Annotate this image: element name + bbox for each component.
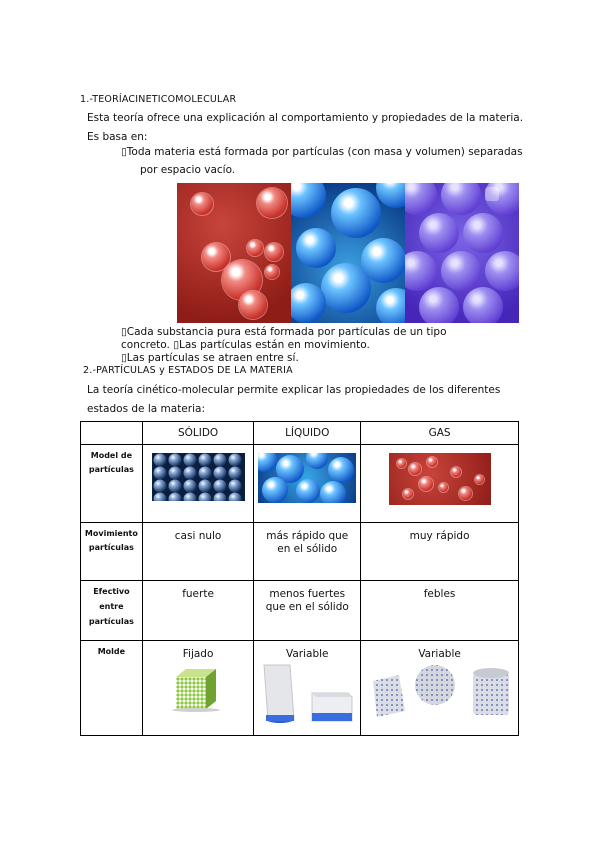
states-table bbox=[80, 421, 519, 736]
liquid-model-image bbox=[258, 453, 356, 503]
bullet-1-line-2: por espacio vacío. bbox=[140, 164, 236, 176]
liquid-panel bbox=[291, 183, 405, 323]
row-label-movement: Movimiento partículas bbox=[81, 523, 143, 581]
liquid-movement: más rápido que en el sólido bbox=[254, 523, 361, 581]
gas-shape-label: Variable bbox=[418, 648, 461, 660]
header-gas: GAS bbox=[361, 422, 519, 445]
liquid-shape-cell bbox=[254, 641, 361, 736]
gas-model-image bbox=[389, 453, 491, 505]
section2-intro-line-1: La teoría cinético-molecular permite explicar las propiedades de los diferentes bbox=[87, 384, 501, 396]
header-liquid: LÍQUIDO bbox=[254, 422, 361, 445]
gas-panel bbox=[177, 183, 291, 323]
solid-model-image bbox=[152, 453, 245, 501]
particles-hero-image bbox=[177, 183, 519, 323]
row-label-model: Model de partículas bbox=[81, 445, 143, 523]
based-on-label: Es basa en: bbox=[87, 131, 148, 143]
gas-shape-cell bbox=[361, 641, 519, 736]
table-row-effect bbox=[81, 581, 519, 641]
gas-movement: muy rápido bbox=[361, 523, 519, 581]
bullet-glyph: ▯ bbox=[121, 352, 127, 364]
table-row-model bbox=[81, 445, 519, 523]
header-empty-cell bbox=[81, 422, 143, 445]
liquid-shape-label: Variable bbox=[285, 648, 329, 660]
bullet-1-line-1: ▯Toda materia está formada por partículas (con masa y volumen) separadas bbox=[121, 146, 523, 158]
gas-effect: febles bbox=[361, 581, 519, 641]
solid-panel bbox=[405, 183, 519, 323]
solid-effect: fuerte bbox=[142, 581, 254, 641]
solid-shape-cell bbox=[142, 641, 254, 736]
bullet-2-line-2: concreto. ▯Las partículas están en movimiento. bbox=[121, 339, 370, 351]
bullet-2-line-1: ▯Cada substancia pura está formada por partículas de un tipo bbox=[121, 326, 447, 338]
solid-shape-label: Fijado bbox=[182, 648, 214, 660]
header-solid: SÓLIDO bbox=[142, 422, 254, 445]
row-label-effect: Efectivo entre partículas bbox=[81, 581, 143, 641]
section2-intro-line-2: estados de la materia: bbox=[87, 403, 205, 415]
table-row-shape bbox=[81, 641, 519, 736]
gas-model-cell bbox=[361, 445, 519, 523]
liquid-effect: menos fuertes que en el sólido bbox=[254, 581, 361, 641]
section1-intro: Esta teoría ofrece una explicación al comportamiento y propiedades de la materia. bbox=[87, 112, 524, 124]
solid-movement: casi nulo bbox=[142, 523, 254, 581]
section1-heading: 1.-TEORÍACINETICOMOLECULAR bbox=[80, 94, 237, 105]
liquid-model-cell bbox=[254, 445, 361, 523]
row-label-shape: Molde bbox=[81, 641, 143, 736]
table-header-row bbox=[81, 422, 519, 445]
table-row-movement bbox=[81, 523, 519, 581]
solid-cube-image bbox=[168, 665, 228, 713]
liquid-containers-image bbox=[260, 663, 355, 727]
section2-heading: 2.-PARTÍCULAS y ESTADOS DE LA MATERIA bbox=[83, 365, 293, 376]
bullet-glyph: ▯ bbox=[173, 339, 179, 351]
bullet-4: ▯Las partículas se atraen entre sí. bbox=[121, 352, 299, 364]
logo-icon bbox=[485, 187, 499, 201]
gas-containers-image bbox=[365, 663, 515, 723]
bullet-glyph: ▯ bbox=[121, 146, 127, 158]
bullet-glyph: ▯ bbox=[121, 326, 127, 338]
solid-model-cell bbox=[142, 445, 254, 523]
